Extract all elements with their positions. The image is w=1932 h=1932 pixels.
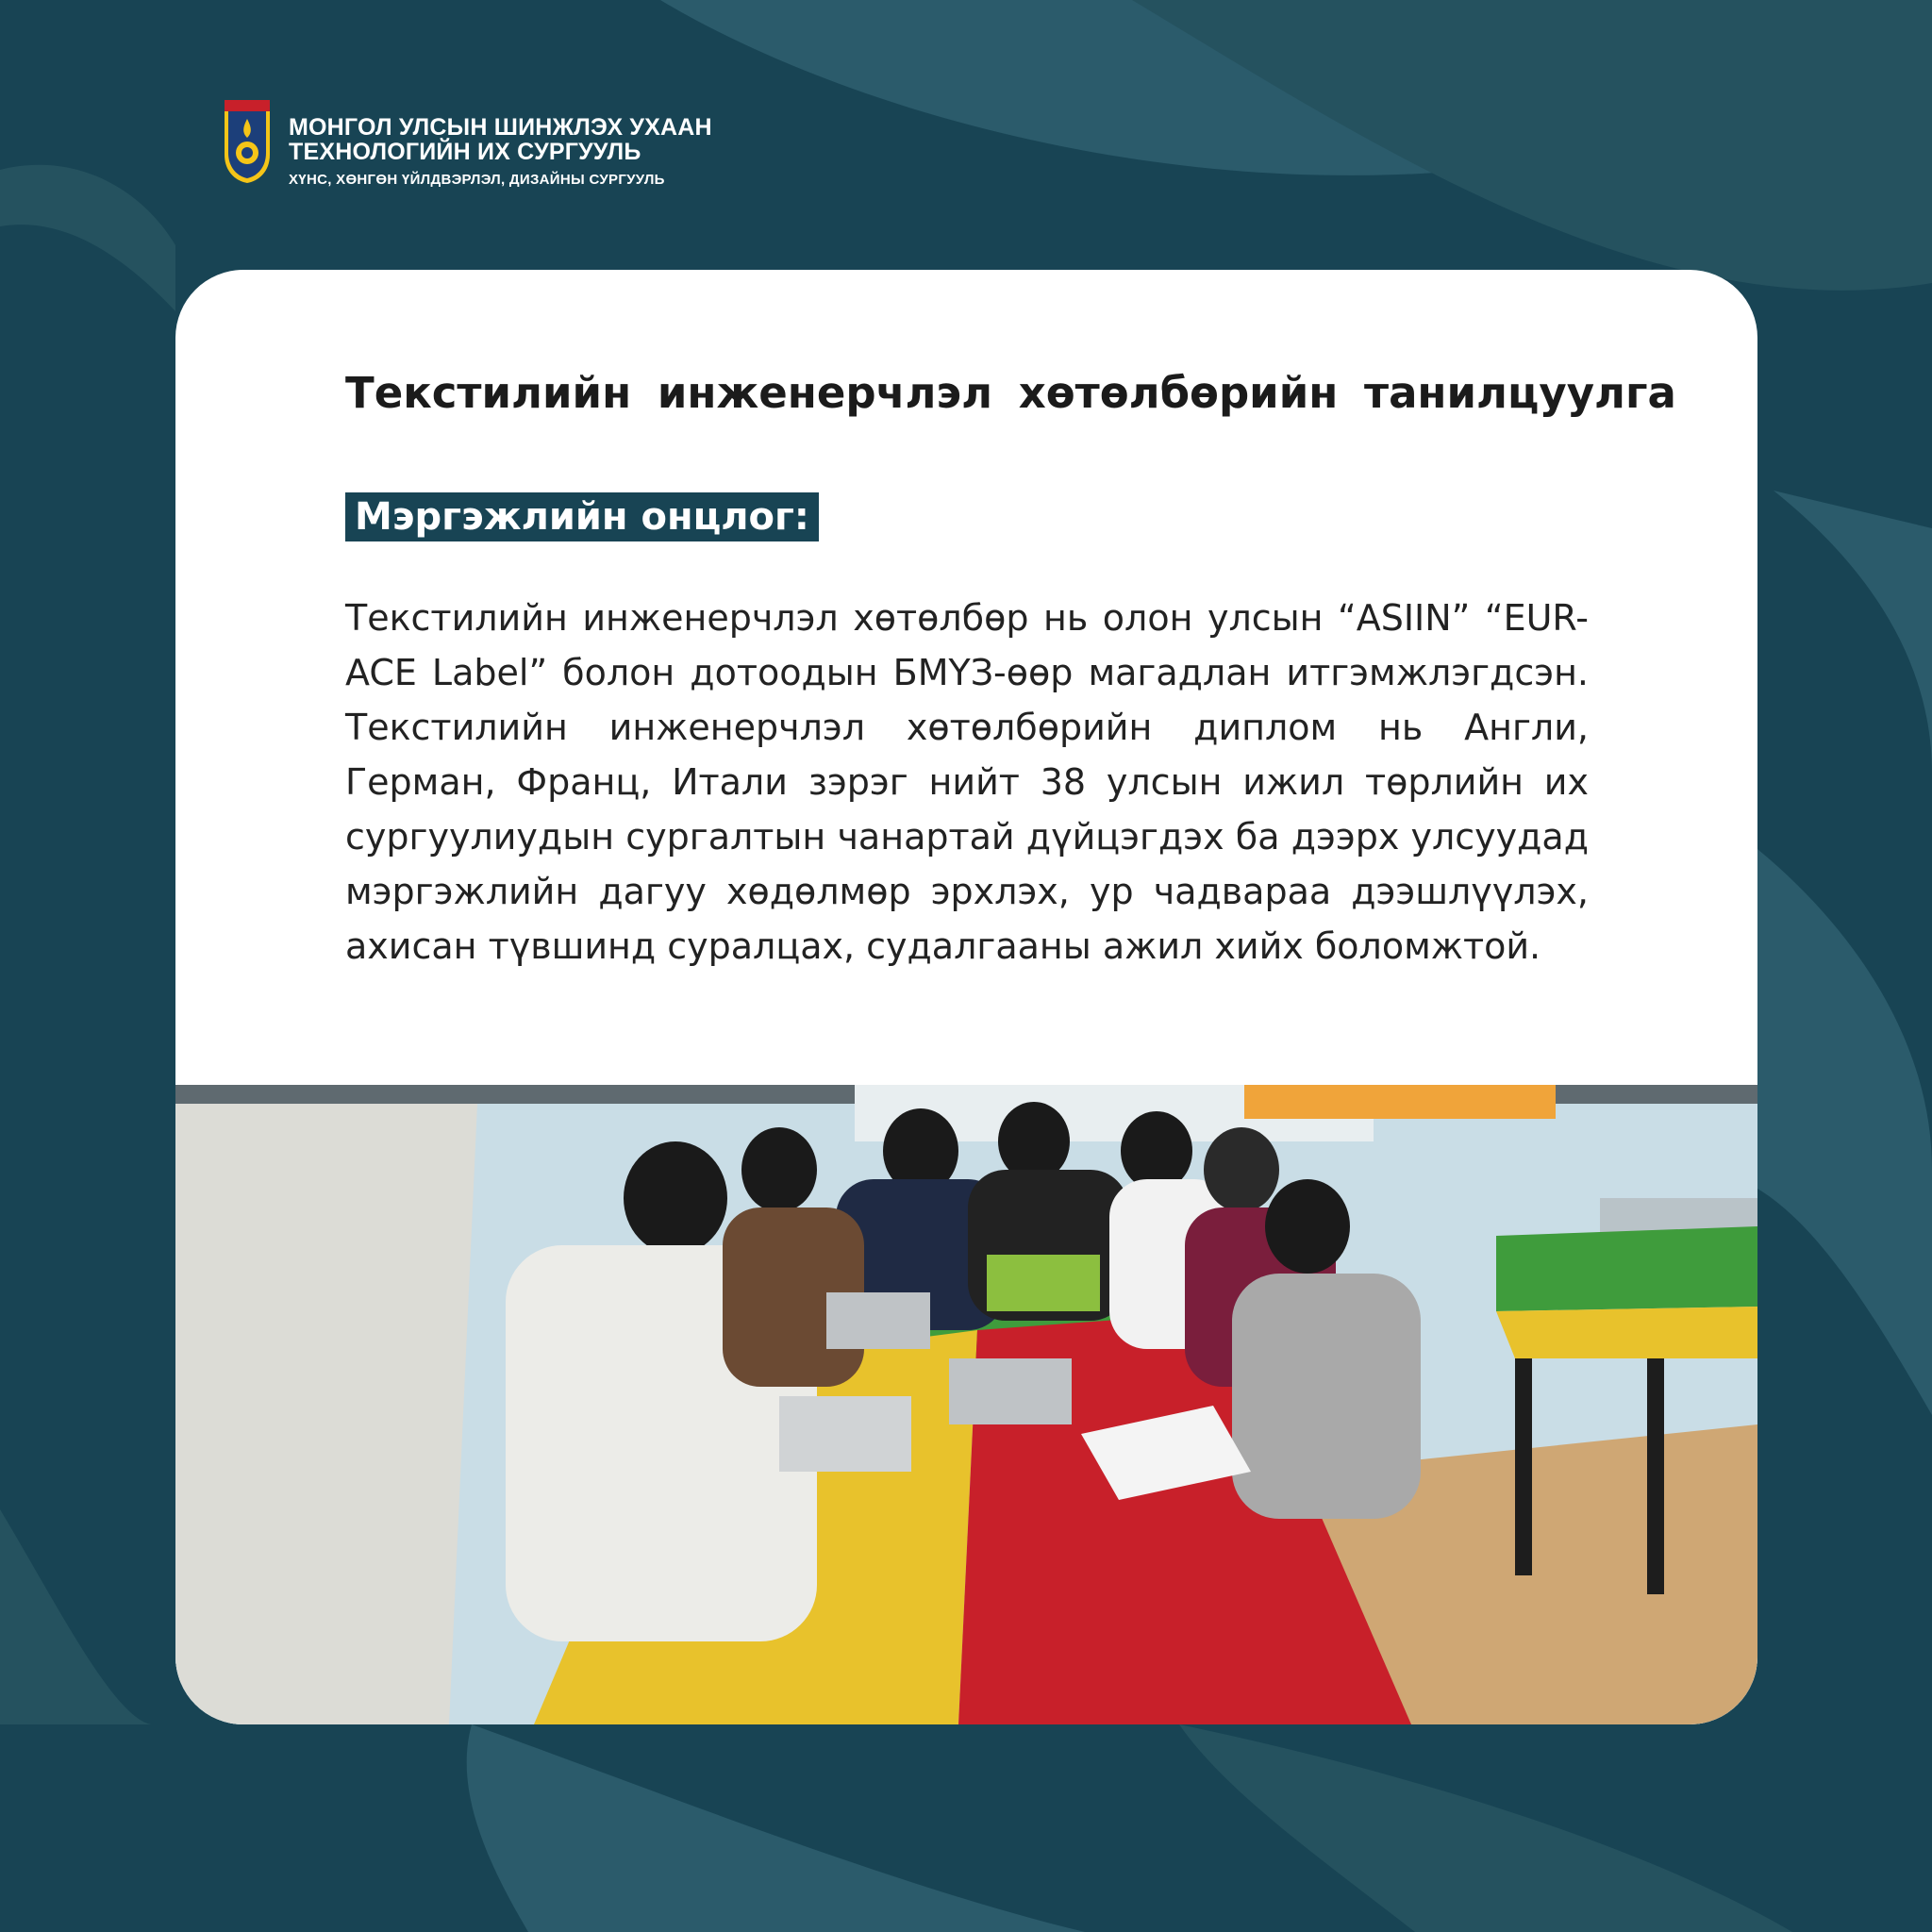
org-name-line1: МОНГОЛ УЛСЫН ШИНЖЛЭХ УХААН [289, 114, 712, 141]
body-paragraph: Текстилийн инженерчлэл хөтөлбөр нь олон улсын “ASIIN” “EUR-ACE Label” болон дотоодын БМҮЗ-өөр магадлан итгэмжлэгдсэн. Текстилийн инженерчлэл хөтөлбөрийн диплом нь Англи, Герман, Франц, Итали зэрэг нийт 38 улсын ижил төрлийн их сургуулиудын сургалтын чанартай дүйцэгдэх ба дээрх улсуудад мэргэжлийн дагуу хөдөлмөр эрхлэх, ур чадвараа дээшлүүлэх, ахисан түвшинд суралцах, судалгааны ажил хийх боломжтой. [345, 597, 1589, 967]
university-logo [223, 98, 712, 191]
crest-icon [223, 98, 272, 185]
classroom-photo-icon [175, 1085, 1757, 1724]
section-label: Мэргэжлийн онцлог: [345, 492, 819, 541]
content-card [175, 270, 1757, 1724]
org-name-line2: ТЕХНОЛОГИЙН ИХ СУРГУУЛЬ [289, 139, 641, 165]
page-title: Текстилийн инженерчлэл хөтөлбөрийн танилцуулга [345, 368, 1676, 418]
classroom-photo [175, 1085, 1757, 1724]
school-name: ХҮНС, ХӨНГӨН ҮЙЛДВЭРЛЭЛ, ДИЗАЙНЫ СУРГУУЛЬ [289, 172, 665, 188]
